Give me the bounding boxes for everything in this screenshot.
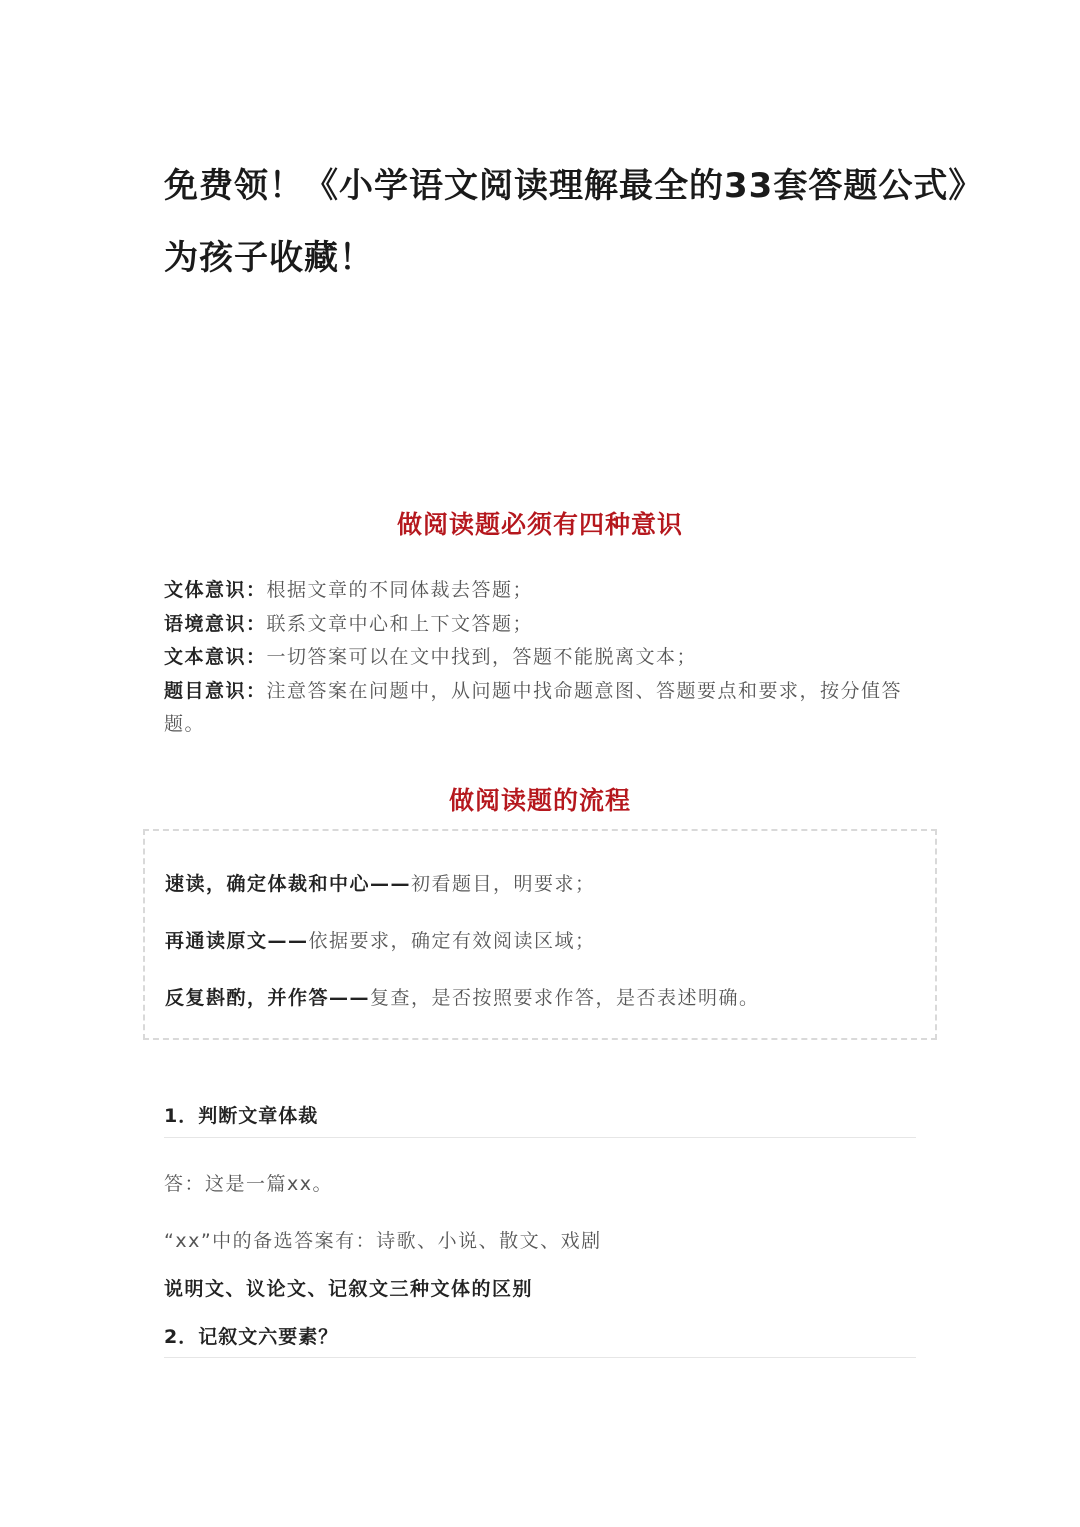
page-title-line-1: 免费领！《小学语文阅读理解最全的33套答题公式》	[164, 166, 984, 206]
process-step-label: 反复斟酌，并作答——	[165, 987, 371, 1009]
awareness-item	[164, 608, 916, 642]
process-step-label: 速读，确定体裁和中心——	[165, 873, 412, 895]
divider	[164, 1137, 916, 1138]
awareness-text: 注意答案在问题中，从问题中找命题意图、答题要点和要求，按分值答题。	[164, 679, 903, 735]
awareness-label: 文本意识：	[164, 646, 267, 668]
awareness-text: 一切答案可以在文中找到，答题不能脱离文本；	[266, 646, 698, 668]
awareness-item	[164, 675, 916, 742]
process-step-label: 再通读原文——	[165, 930, 309, 952]
process-step-text: 依据要求，确定有效阅读区域；	[308, 930, 596, 952]
answer-line: 答：这是一篇xx。	[164, 1173, 333, 1195]
process-box	[143, 829, 937, 1040]
numbered-heading-genre: 1．判断文章体裁	[164, 1105, 319, 1127]
awareness-label: 文体意识：	[164, 579, 267, 601]
awareness-label: 语境意识：	[164, 612, 267, 635]
process-step	[165, 869, 596, 896]
awareness-text: 根据文章的不同体裁去答题；	[266, 579, 534, 601]
process-step	[165, 926, 596, 953]
awareness-item	[164, 574, 916, 608]
genre-difference-note: 说明文、议论文、记叙文三种文体的区别	[164, 1278, 534, 1300]
process-step	[165, 983, 760, 1010]
process-step-text: 复查，是否按照要求作答，是否表述明确。	[370, 987, 760, 1009]
section-heading-awareness: 做阅读题必须有四种意识	[396, 510, 683, 539]
options-line: “xx”中的备选答案有：诗歌、小说、散文、戏剧	[164, 1230, 602, 1252]
awareness-item	[164, 641, 916, 675]
page-title-line-2: 为孩子收藏！	[164, 238, 374, 278]
awareness-label: 题目意识：	[164, 679, 267, 702]
process-step-text: 初看题目，明要求；	[411, 873, 596, 895]
section-heading-process: 做阅读题的流程	[448, 786, 631, 815]
divider	[164, 1357, 916, 1358]
awareness-text: 联系文章中心和上下文答题；	[266, 612, 534, 635]
page-title	[164, 150, 984, 294]
numbered-heading-elements: 2．记叙文六要素？	[164, 1326, 339, 1348]
awareness-list	[164, 574, 916, 742]
